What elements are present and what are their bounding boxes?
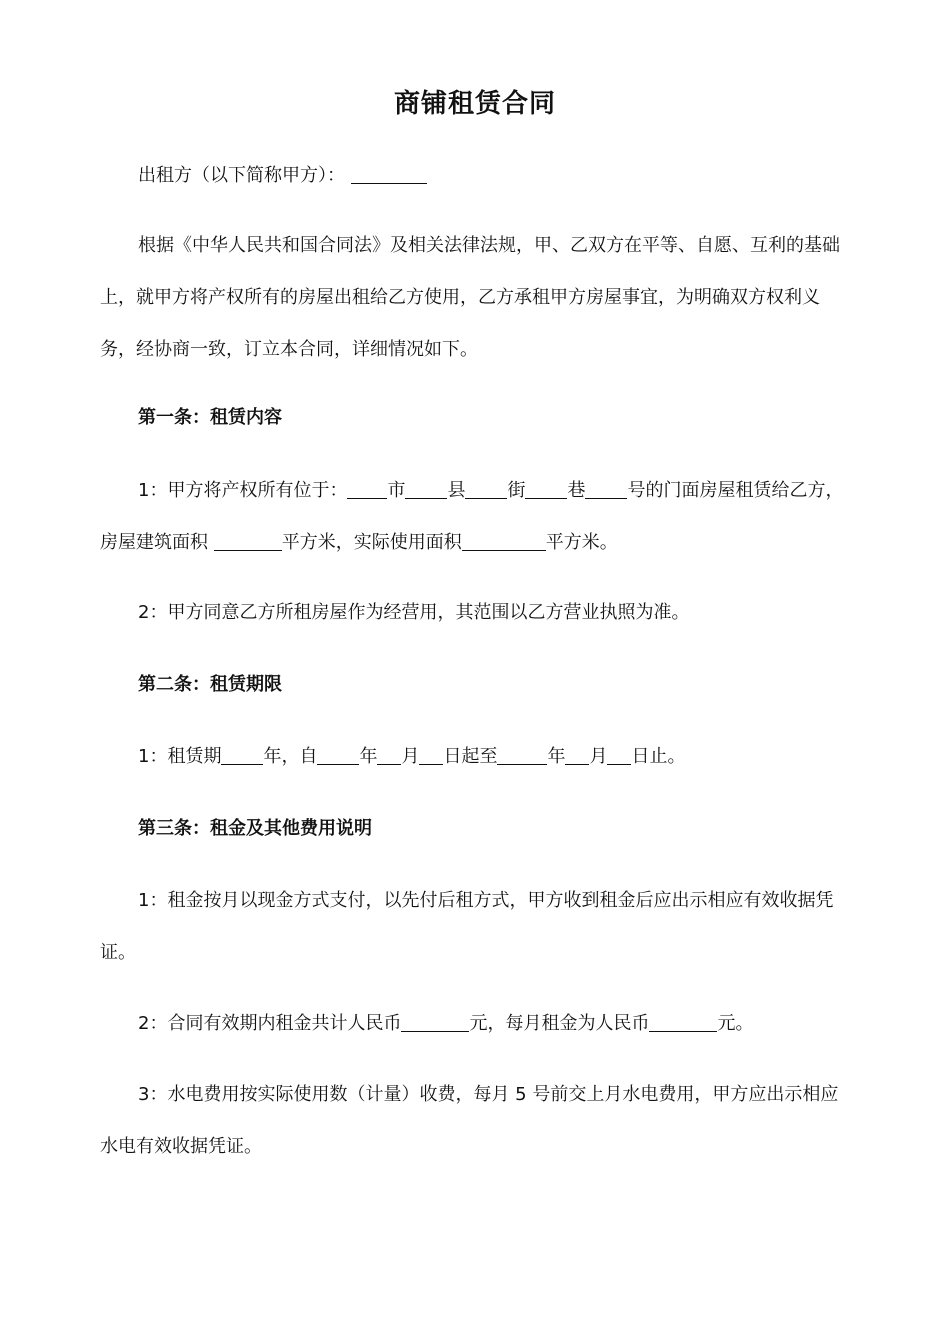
term-years-label: 年，自 xyxy=(263,746,318,767)
end-day-blank xyxy=(607,746,631,765)
article3-item2 xyxy=(100,998,852,1050)
start-year-label: 年 xyxy=(359,746,378,767)
monthly-rent-unit: 元。 xyxy=(717,1013,754,1034)
county-blank xyxy=(405,480,447,499)
end-day-label: 日止。 xyxy=(631,746,686,767)
city-blank xyxy=(347,480,387,499)
article2-heading: 第二条：租赁期限 xyxy=(138,674,282,695)
intro-paragraph: 根据《中华人民共和国合同法》及相关法律法规，甲、乙双方在平等、自愿、互利的基础上，就甲方将产权所有的房屋出租给乙方使用，乙方承租甲方房屋事宜，为明确双方权利义务，经协商一致，订立本合同，详细情况如下。 xyxy=(100,235,840,360)
end-month-blank xyxy=(565,746,589,765)
article1-heading: 第一条：租赁内容 xyxy=(138,407,282,428)
lane-label: 巷 xyxy=(567,480,586,501)
county-label: 县 xyxy=(447,480,466,501)
monthly-rent-blank xyxy=(649,1013,717,1032)
usable-area-blank xyxy=(462,532,546,551)
end-year-blank xyxy=(497,746,547,765)
article3-item1: 1：租金按月以现金方式支付，以先付后租方式，甲方收到租金后应出示相应有效收据凭证。 xyxy=(100,890,834,963)
article1-item1-prefix: 1：甲方将产权所有位于： xyxy=(138,480,348,501)
number-suffix: 号的门面房屋租赁给乙方，房屋建筑面积 xyxy=(100,480,844,553)
total-rent-prefix: 2：合同有效期内租金共计人民币 xyxy=(138,1013,402,1034)
start-month-label: 月 xyxy=(401,746,420,767)
usable-area-unit: 平方米。 xyxy=(545,532,618,553)
party-a-line xyxy=(100,150,852,202)
start-year-blank xyxy=(317,746,359,765)
article1-item1 xyxy=(100,465,852,569)
party-a-blank xyxy=(351,165,427,184)
total-rent-blank xyxy=(401,1013,469,1032)
area-unit-label: 平方米，实际使用面积 xyxy=(281,532,462,553)
end-year-label: 年 xyxy=(547,746,566,767)
article3-heading: 第三条：租金及其他费用说明 xyxy=(138,818,372,839)
street-blank xyxy=(465,480,507,499)
city-label: 市 xyxy=(387,480,406,501)
start-month-blank xyxy=(377,746,401,765)
article3-item3: 3：水电费用按实际使用数（计量）收费，每月 5 号前交上月水电费用，甲方应出示相应水电有效收据凭证。 xyxy=(100,1084,839,1157)
end-month-label: 月 xyxy=(589,746,608,767)
start-day-blank xyxy=(419,746,443,765)
monthly-rent-prefix: 元，每月租金为人民币 xyxy=(469,1013,650,1034)
page-title: 商铺租赁合同 xyxy=(393,89,556,119)
area-blank xyxy=(214,532,282,551)
article2-item1 xyxy=(100,731,852,783)
number-blank xyxy=(585,480,627,499)
article1-item2: 2：甲方同意乙方所租房屋作为经营用，其范围以乙方营业执照为准。 xyxy=(138,602,690,623)
street-label: 街 xyxy=(507,480,526,501)
lane-blank xyxy=(525,480,567,499)
term-prefix: 1：租赁期 xyxy=(138,746,222,767)
start-day-label: 日起至 xyxy=(443,746,498,767)
party-a-label: 出租方（以下简称甲方）： xyxy=(138,165,345,186)
term-years-blank xyxy=(221,746,263,765)
